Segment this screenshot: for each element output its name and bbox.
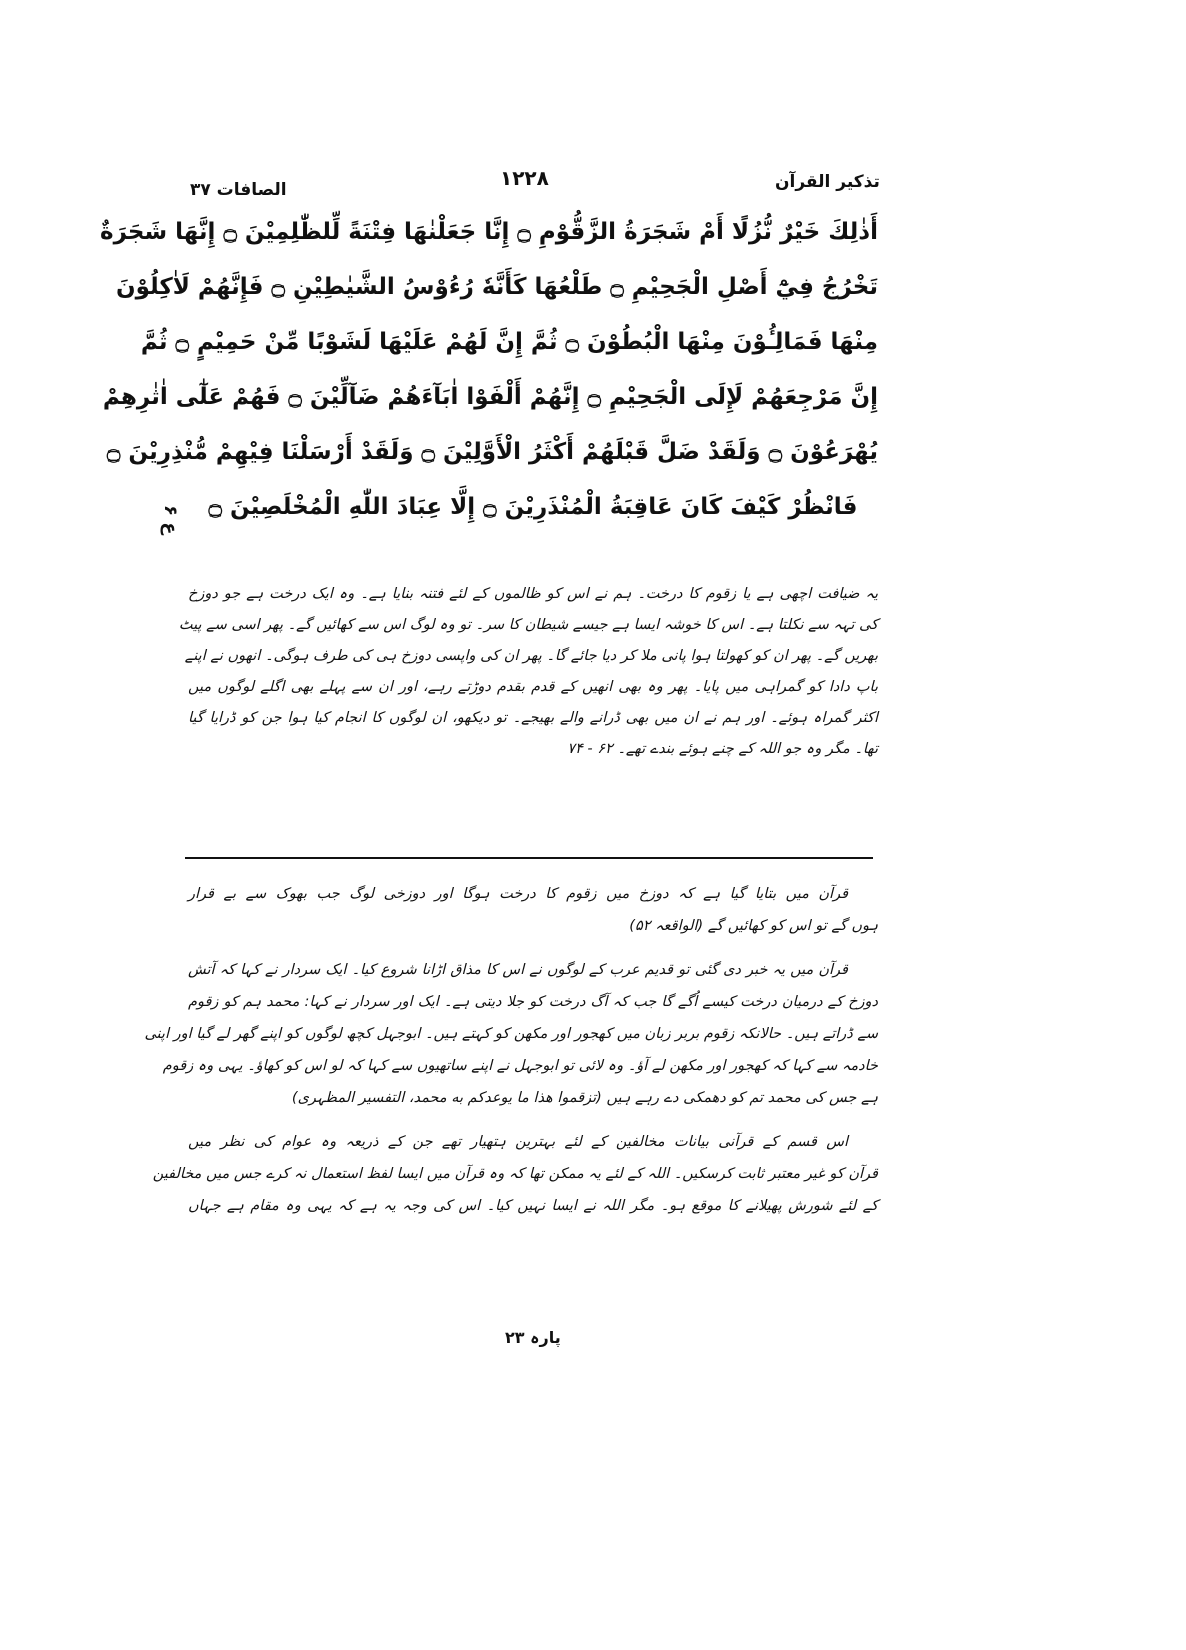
commentary-line: کے لئے شورش پھیلانے کا موقع ہو۔ مگر اللہ نے ایسا نہیں کیا۔ اس کی وجہ یہ ہے کہ یہی وہ مقام ہے جہاں: [188, 1198, 878, 1214]
verse-line: إِنَّ مَرْجِعَهُمْ لَإِلَى الْجَحِيْمِ ۝ إِنَّهُمْ أَلْفَوْا اٰبَآءَهُمْ ضَآلِّيْنَ ۝ فَهُمْ عَلٰٓى اٰثٰرِهِمْ: [102, 384, 878, 410]
translation-line: اکثر گمراہ ہوئے۔ اور ہم نے ان میں بھی ڈرانے والے بھیجے۔ تو دیکھو، ان لوگوں کا انجام کیا ہوا جن کو ڈرایا گیا: [188, 710, 878, 726]
verse-line: يُهْرَعُوْنَ ۝ وَلَقَدْ ضَلَّ قَبْلَهُمْ أَكْثَرُ الْأَوَّلِيْنَ ۝ وَلَقَدْ أَرْسَلْنَا فِيْهِمْ مُّنْذِرِيْنَ ۝: [106, 439, 878, 465]
verse-line: أَذٰلِكَ خَيْرٌ نُّزُلًا أَمْ شَجَرَةُ الزَّقُّوْمِ ۝ إِنَّا جَعَلْنٰهَا فِتْنَةً لِّلظّٰلِمِيْنَ ۝ إِنَّهَا شَجَرَةٌ: [100, 219, 878, 245]
commentary-line: ہے جس کی محمد تم کو دھمکی دے رہے ہیں (تزقموا هذا ما يوعدكم به محمد، التفسیر المظہری): [291, 1090, 878, 1106]
surah-label: الصافات ۳۷: [190, 180, 287, 200]
commentary-line: ہوں گے تو اس کو کھائیں گے (الواقعہ ۵۲): [629, 918, 878, 934]
commentary-line: قرآن میں بتایا گیا ہے کہ دوزخ میں زقوم کا درخت ہوگا اور دوزخی لوگ جب بھوک سے بے قرار: [188, 886, 848, 902]
verse-line: مِنْهَا فَمَالِـُٔوْنَ مِنْهَا الْبُطُوْنَ ۝ ثُمَّ إِنَّ لَهُمْ عَلَيْهَا لَشَوْبًا مِّنْ حَمِيْمٍ ۝ ثُمَّ: [140, 329, 878, 355]
para-footer: پارہ ۲۳: [505, 1328, 561, 1347]
translation-line: تھا۔ مگر وہ جو اللہ کے چنے ہوئے بندے تھے۔ ۶۲ - ۷۴: [567, 741, 878, 757]
commentary-line: سے ڈراتے ہیں۔ حالانکہ زقوم بربر زبان میں کھجور اور مکھن کو کہتے ہیں۔ ابوجہل کچھ لوگوں کو اپنے گھر لے گیا اور اپنی: [144, 1026, 878, 1042]
translation-line: باپ دادا کو گمراہی میں پایا۔ پھر وہ بھی انھیں کے قدم بقدم دوڑتے رہے، اور ان سے پہلے بھی اگلے لوگوں میں: [188, 679, 878, 695]
translation-line: کی تہہ سے نکلتا ہے۔ اس کا خوشہ ایسا ہے جیسے شیطان کا سر۔ تو وہ لوگ اس سے کھائیں گے۔ پھر اسی سے پیٹ: [178, 617, 878, 633]
commentary-line: خادمہ سے کہا کہ کھجور اور مکھن لے آؤ۔ وہ لائی تو ابوجہل نے اپنے ساتھیوں سے کہا کہ لو اس کو کھاؤ۔ یہی وہ زقوم: [162, 1058, 878, 1074]
verse-line: تَخْرُجُ فِيْٓ أَصْلِ الْجَحِيْمِ ۝ طَلْعُهَا كَأَنَّهٗ رُءُوْسُ الشَّيٰطِيْنِ ۝ فَإِنَّهُمْ لَاٰكِلُوْنَ: [115, 274, 878, 300]
verse-line: فَانْظُرْ كَيْفَ كَانَ عَاقِبَةُ الْمُنْذَرِيْنَ ۝ إِلَّا عِبَادَ اللّٰهِ الْمُخْلَصِيْنَ ۝: [208, 494, 858, 520]
book-title: تذکیر القرآن: [775, 172, 880, 192]
ruku-margin-mark: ع ۶: [160, 505, 181, 535]
divider: [185, 857, 873, 859]
commentary-line: قرآن کو غیر معتبر ثابت کرسکیں۔ اللہ کے لئے یہ ممکن تھا کہ وہ قرآن میں ایسا لفظ استعمال نہ کرے جس میں مخالفین: [152, 1166, 878, 1182]
translation-line: یہ ضیافت اچھی ہے یا زقوم کا درخت۔ ہم نے اس کو ظالموں کے لئے فتنہ بنایا ہے۔ وہ ایک درخت ہے جو دوزخ: [188, 586, 878, 602]
commentary-line: دوزخ کے درمیان درخت کیسے اُگے گا جب کہ آگ درخت کو جلا دیتی ہے۔ ایک اور سردار نے کہا: محمد ہم کو زقوم: [188, 994, 878, 1010]
commentary-line: اس قسم کے قرآنی بیانات مخالفین کے لئے بہترین ہتھیار تھے جن کے ذریعہ وہ عوام کی نظر میں: [188, 1134, 848, 1150]
commentary-line: قرآن میں یہ خبر دی گئی تو قدیم عرب کے لوگوں نے اس کا مذاق اڑانا شروع کیا۔ ایک سردار نے کہا کہ آتش: [188, 962, 848, 978]
page-number: ۱۲۲۸: [500, 166, 549, 190]
translation-line: بھریں گے۔ پھر ان کو کھولتا ہوا پانی ملا کر دیا جائے گا۔ پھر ان کی واپسی دوزخ ہی کی طرف ہوگی۔ انھوں نے اپنے: [184, 648, 878, 664]
